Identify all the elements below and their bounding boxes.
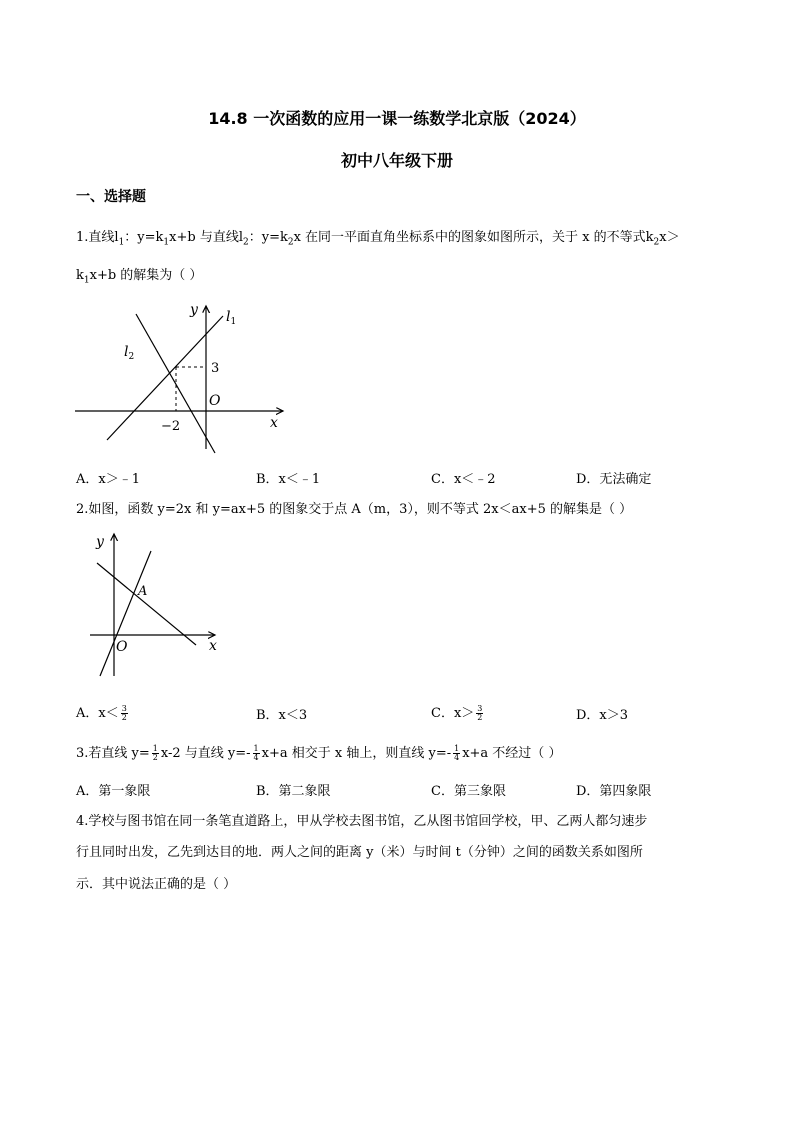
point-a-label: A (138, 584, 148, 599)
question-2-option-a[interactable]: A．x＜ $\frac{3}{2}$ (76, 704, 127, 722)
question-3-option-b[interactable]: B．第二象限 (256, 784, 331, 799)
question-1-option-c[interactable]: C．x＜﹣2 (431, 472, 496, 487)
question-4-line-1: 4.学校与图书馆在同一条笔直道路上，甲从学校去图书馆，乙从图书馆回学校，甲、乙两人都匀速步 (76, 814, 648, 829)
question-1-line-2: $k_1x+b$ 的解集为（ ） (76, 268, 203, 286)
x-axis-label: x (209, 638, 217, 654)
section-heading: 一、选择题 (76, 189, 146, 205)
question-2-option-d[interactable]: D．x＞3 (576, 708, 629, 723)
question-1-line-1: 1.直线$l_1$：$y=k_1x+b$ 与直线$l_2$：$y=k_2x$ 在同一平面直角坐标系中的图象如图所示，关于 x 的不等式$k_2x>$ (76, 230, 680, 248)
question-3-option-a[interactable]: A．第一象限 (76, 784, 151, 799)
line-y-2x (100, 551, 151, 676)
x-axis-label: x (270, 415, 278, 431)
question-3-text: 3.若直线 y= $\frac{1}{2}$ x-2 与直线 y=- $\frac{1}{4}$ x+a 相交于 x 轴上，则直线 y=- $\frac{1}{4}$ x+a 不经过（ ） (76, 744, 562, 762)
question-2-option-b[interactable]: B．x＜3 (256, 708, 308, 723)
origin-label: O (209, 393, 221, 409)
origin-label: O (116, 639, 128, 655)
l2-label: $l_2$ (124, 344, 135, 362)
question-1-figure (70, 294, 295, 459)
question-3-option-c[interactable]: C．第三象限 (431, 784, 506, 799)
question-3-option-d[interactable]: D．第四象限 (576, 784, 652, 799)
x-value-label: −2 (161, 419, 181, 434)
question-4-line-2: 行且同时出发，乙先到达目的地．两人之间的距离 y（米）与时间 t（分钟）之间的函数关系如图所 (76, 845, 643, 860)
y-value-label: 3 (211, 361, 220, 376)
y-axis-label: y (190, 302, 198, 318)
document-title: 14.8 一次函数的应用一课一练数学北京版（2024） (208, 109, 586, 128)
question-2-figure (84, 528, 229, 678)
question-2-text: 2.如图，函数 y=2x 和 y=ax+5 的图象交于点 A（m，3），则不等式 2x＜ax+5 的解集是（ ） (76, 502, 633, 517)
document-subtitle: 初中八年级下册 (340, 151, 453, 170)
question-1-option-d[interactable]: D．无法确定 (576, 472, 652, 487)
question-4-line-3: 示．其中说法正确的是（ ） (76, 877, 237, 892)
question-1-option-b[interactable]: B．x＜﹣1 (256, 472, 321, 487)
line-y-ax-5 (97, 563, 196, 645)
y-axis-label: y (96, 534, 104, 550)
question-2-option-c[interactable]: C．x＞ $\frac{3}{2}$ (431, 704, 483, 722)
question-1-option-a[interactable]: A．x＞﹣1 (76, 472, 140, 487)
l1-label: $l_1$ (226, 309, 237, 327)
